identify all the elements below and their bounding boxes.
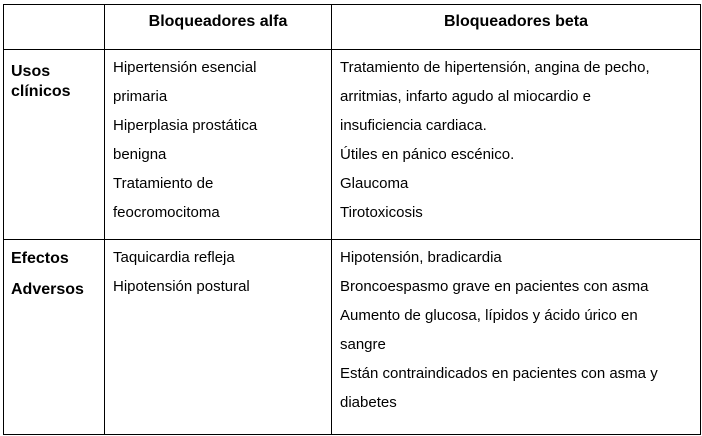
comparison-table: [3, 4, 701, 435]
cell-line: insuficiencia cardiaca.: [340, 117, 487, 134]
row-label-line: Adversos: [11, 281, 84, 298]
cell-alpha-clinical-uses: [105, 50, 332, 240]
header-alpha-blockers: Bloqueadores alfa: [105, 5, 332, 50]
cell-line: primaria: [113, 88, 168, 105]
row-label-line: Efectos: [11, 250, 69, 267]
row-label-line: Usos: [11, 63, 51, 80]
cell-line: Hiperplasia prostática: [113, 117, 258, 134]
row-label-line: clínicos: [11, 83, 71, 100]
cell-line: Broncoespasmo grave en pacientes con asma: [340, 278, 649, 295]
cell-line: sangre: [340, 336, 386, 353]
cell-beta-clinical-uses: [332, 50, 701, 240]
row-label-clinical-uses: [4, 50, 105, 240]
cell-line: benigna: [113, 146, 167, 163]
table-row-clinical-uses: [4, 50, 701, 240]
cell-line: Están contraindicados en pacientes con asma y: [340, 365, 658, 382]
row-label-adverse-effects: [4, 240, 105, 435]
cell-line: Glaucoma: [340, 175, 409, 192]
cell-alpha-adverse-effects: [105, 240, 332, 435]
cell-line: Útiles en pánico escénico.: [340, 146, 515, 163]
table-row-adverse-effects: [4, 240, 701, 435]
cell-line: Tirotoxicosis: [340, 204, 423, 221]
cell-line: Hipotensión postural: [113, 278, 250, 295]
cell-line: diabetes: [340, 394, 397, 411]
cell-line: Hipotensión, bradicardia: [340, 249, 502, 266]
cell-line: Tratamiento de: [113, 175, 214, 192]
corner-cell: [4, 5, 105, 50]
header-beta-blockers: Bloqueadores beta: [332, 5, 701, 50]
cell-line: Taquicardia refleja: [113, 249, 235, 266]
cell-line: feocromocitoma: [113, 204, 220, 221]
cell-line: Aumento de glucosa, lípidos y ácido úrico en: [340, 307, 638, 324]
cell-line: arritmias, infarto agudo al miocardio e: [340, 88, 591, 105]
cell-line: Tratamiento de hipertensión, angina de pecho,: [340, 59, 650, 76]
header-row: [4, 5, 701, 50]
cell-beta-adverse-effects: [332, 240, 701, 435]
cell-line: Hipertensión esencial: [113, 59, 257, 76]
